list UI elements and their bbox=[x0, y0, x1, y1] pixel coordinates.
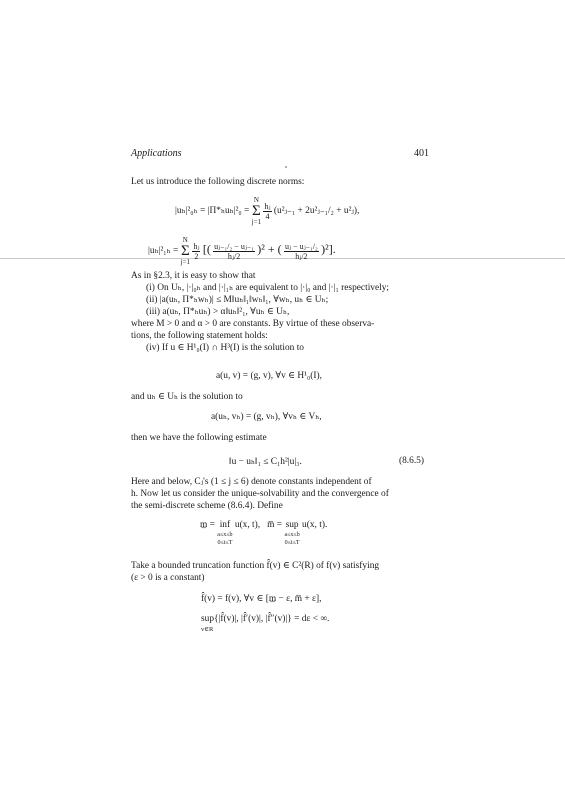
eq6-inf: inf bbox=[219, 520, 231, 530]
eq1-frac-den: 4 bbox=[265, 211, 270, 221]
eq8-body: sup{|f̂(v)|, |f̂′(v)|, |f̂″(v)|} = dε < ∞. bbox=[201, 614, 330, 624]
eq6-sup-limit-x: a≤x≤b bbox=[284, 532, 300, 538]
eq6-M-arg: u(x, t). bbox=[302, 520, 328, 530]
eq2-frac-den: 2 bbox=[194, 251, 199, 261]
eq6-sup-operator bbox=[284, 520, 299, 547]
eq1-sum-top: N bbox=[253, 196, 259, 204]
paragraph-truncation-line2: (ε > 0 is a constant) bbox=[131, 573, 205, 583]
sigma-symbol: Σ bbox=[180, 243, 190, 259]
eq2-f2-den: hⱼ/2 bbox=[295, 251, 308, 261]
paragraph-where-line2: tions, the following statement holds: bbox=[131, 331, 268, 341]
eq1-frac-num: hⱼ bbox=[264, 201, 271, 211]
list-item-iv: (iv) If u ∈ H¹₀(I) ∩ H³(I) is the solution to bbox=[146, 343, 304, 353]
eq2-open-bracket: [( bbox=[202, 242, 211, 257]
list-item-i: (i) On Uₕ, |·|₀ₕ and |·|₁ₕ are equivalent to |·|₀ and |·|₁ respectively; bbox=[146, 283, 390, 293]
intro-text: Let us introduce the following discrete norms: bbox=[131, 177, 305, 187]
eq2-frac-num: hⱼ bbox=[193, 241, 200, 251]
page-number: 401 bbox=[414, 148, 429, 159]
paragraph-truncation-line1: Take a bounded truncation function f̂(v) ∈ C²(R) of f(v) satisfying bbox=[131, 561, 380, 571]
eq6-sup-limit-t: 0≤t≤T bbox=[284, 540, 300, 546]
eq2-fraction-weight bbox=[192, 242, 200, 261]
equation-error-estimate: ‖u − uₕ‖₁ ≤ C₁h²|u|₃. bbox=[229, 457, 302, 467]
eq1-summation bbox=[252, 196, 261, 226]
eq1-rhs: (u²ⱼ₋₁ + 2u²ⱼ₋₁/₂ + u²ⱼ), bbox=[273, 206, 360, 217]
eq2-f2-num: uⱼ − uⱼ₋₁/₂ bbox=[285, 241, 318, 251]
eq2-fraction-first bbox=[213, 242, 255, 261]
eq8-subscript: v∈R bbox=[201, 626, 214, 633]
equation-number: (8.6.5) bbox=[399, 456, 424, 466]
equation-discrete-norm-1h bbox=[148, 236, 336, 266]
eq6-inf-operator bbox=[217, 520, 232, 547]
paragraph-and-uh: and uₕ ∈ Uₕ is the solution to bbox=[131, 392, 243, 402]
eq6-inf-limit-t: 0≤t≤T bbox=[217, 540, 233, 546]
paragraph-here-line3: the semi-discrete scheme (8.6.4). Define bbox=[131, 501, 283, 511]
running-title: Applications bbox=[131, 148, 182, 159]
scan-speck bbox=[285, 166, 287, 168]
eq6-inf-limit-x: a≤x≤b bbox=[217, 532, 233, 538]
eq6-m-lhs: m̲ = bbox=[200, 520, 215, 530]
eq2-lhs: |uₕ|²₁ₕ = bbox=[148, 246, 179, 257]
eq1-fraction bbox=[263, 202, 271, 221]
eq6-M-lhs: m̅ = bbox=[267, 520, 283, 530]
eq1-lhs: |uₕ|²₀ₕ = |Π*ₕuₕ|²₀ = bbox=[175, 206, 250, 217]
paragraph-as-in: As in §2.3, it is easy to show that bbox=[131, 271, 256, 281]
list-item-iii: (iii) a(uₕ, Π*ₕuₕ) > α‖uₕ‖²₁, ∀uₕ ∈ Uₕ, bbox=[146, 307, 290, 317]
eq6-sup: sup bbox=[285, 520, 299, 530]
equation-discrete-variational: a(uₕ, vₕ) = (g, vₕ), ∀vₕ ∈ Vₕ, bbox=[211, 412, 322, 422]
equation-truncation-identity: f̂(v) = f(v), ∀v ∈ [m̲ − ε, m̅ + ε], bbox=[201, 594, 322, 604]
paragraph-here-line2: h. Now let us consider the unique-solvability and the convergence of bbox=[131, 489, 389, 499]
eq2-close-bracket: )²]. bbox=[321, 242, 336, 257]
equation-inf-sup bbox=[200, 520, 327, 547]
eq2-f1-den: hⱼ/2 bbox=[227, 251, 241, 261]
eq2-middle: )² + ( bbox=[257, 242, 282, 257]
equation-truncation-bound bbox=[201, 614, 330, 633]
paragraph-estimate: then we have the following estimate bbox=[131, 433, 267, 443]
eq2-fraction-second bbox=[284, 242, 319, 261]
eq2-f1-num: uⱼ₋₁/₂ − uⱼ₋₁ bbox=[214, 241, 254, 251]
eq2-summation bbox=[181, 236, 190, 266]
eq6-m-arg: u(x, t), bbox=[234, 520, 261, 530]
list-item-ii: (ii) |a(uₕ, Π*ₕwₕ)| ≤ M‖uₕ‖₁‖wₕ‖₁, ∀wₕ, uₕ ∈ Uₕ; bbox=[146, 295, 329, 305]
paragraph-where-line1: where M > 0 and α > 0 are constants. By virtue of these observa- bbox=[131, 319, 375, 329]
eq2-sum-top: N bbox=[182, 236, 188, 244]
paragraph-here-line1: Here and below, Cⱼ's (1 ≤ j ≤ 6) denote constants independent of bbox=[131, 477, 372, 487]
equation-discrete-norm-0h bbox=[175, 196, 359, 226]
eq1-sum-bottom: j=1 bbox=[251, 218, 262, 226]
sigma-symbol: Σ bbox=[252, 203, 261, 219]
eq2-sum-bottom: j=1 bbox=[180, 258, 191, 266]
equation-variational: a(u, v) = (g, v), ∀v ∈ H¹₀(I), bbox=[216, 371, 322, 381]
